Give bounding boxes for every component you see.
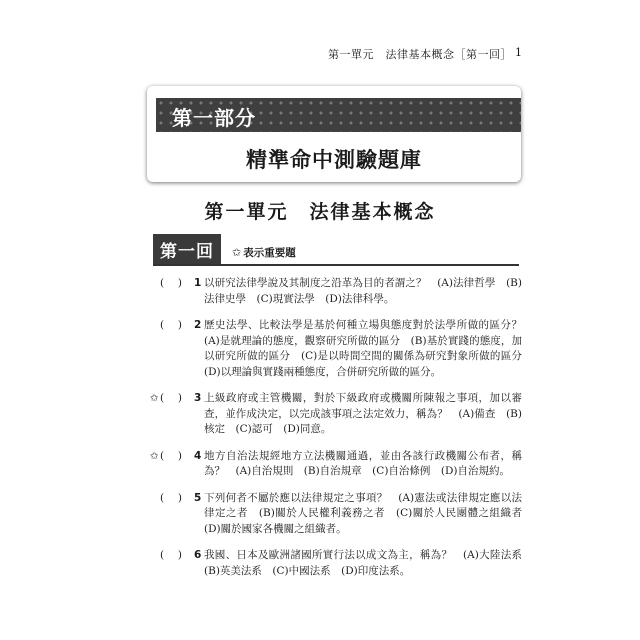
question-number: 6 — [194, 549, 202, 561]
question-number: 2 — [194, 319, 202, 331]
question-text: 上級政府或主管機關，對於下級政府或機關所陳報之事項，加以審查，並作成決定，以完成該事項之法定效力，稱為？ (A)備查 (B)核定 (C)認可 (D)同意。 — [204, 392, 522, 435]
unit-title: 第一單元 法律基本概念 — [204, 201, 436, 223]
question-number: 3 — [194, 392, 202, 404]
answer-blank: ( ) — [160, 392, 183, 404]
question-item — [150, 391, 522, 438]
star-icon: ✩ — [232, 246, 242, 259]
answer-blank: ( ) — [160, 549, 183, 561]
part-label: 第一部分 — [172, 106, 256, 130]
round-label: 第一回 — [153, 234, 221, 264]
answer-blank: ( ) — [160, 277, 183, 289]
running-header: 第一單元 法律基本概念［第一回］ — [328, 48, 512, 61]
question-list — [150, 276, 533, 590]
important-star-icon: ✩ — [150, 450, 159, 462]
question-number: 1 — [194, 277, 202, 289]
question-item — [150, 548, 533, 579]
round-divider — [153, 264, 519, 266]
page-number: 1 — [515, 46, 522, 59]
question-item — [150, 491, 533, 538]
question-text: 我國、日本及歐洲諸國所實行法以成文為主，稱為？ (A)大陸法系 (B)英美法系 (C)中國法系 (D)印度法系。 — [204, 549, 533, 577]
answer-blank: ( ) — [160, 491, 183, 504]
answer-blank: ( ) — [160, 319, 183, 331]
question-text: 歷史法學、比較法學是基於何種立場與態度對於法學所做的區分？ (A)是就理論的態度，觀察研究所做的區分 (B)基於實踐的態度，加以研究所做的區分 (C)是以時間空間的關係為研究對象所做的區分 (D)以理論與實踐兩種態度，合併研究所做的區分。 — [204, 319, 533, 378]
important-star-icon: ✩ — [150, 393, 159, 404]
answer-blank: ( ) — [160, 449, 183, 462]
part-banner — [156, 98, 521, 132]
part-title-box — [147, 86, 521, 182]
part-subtitle: 精準命中測驗題庫 — [246, 148, 422, 172]
legend — [232, 245, 296, 260]
question-number: 4 — [194, 449, 202, 462]
question-text: 地方自治法規經地方立法機關通過，並由各該行政機關公布者，稱為？ (A)自治規則 (B)自治規章 (C)自治條例 (D)自治規約。 — [204, 449, 522, 477]
question-item — [150, 449, 522, 480]
question-item — [150, 318, 533, 380]
question-item — [150, 276, 522, 307]
question-text: 下列何者不屬於應以法律規定之事項？ (A)憲法或法律規定應以法律定之者 (B)關於人民權利義務之者 (C)關於人民團體之組織者 (D)關於國家各機關之組織者。 — [204, 491, 533, 535]
legend-text: 表示重要題 — [243, 247, 296, 259]
question-text: 以研究法律學說及其制度之沿革為目的者謂之？ (A)法律哲學 (B)法律史學 (C)現實法學 (D)法律科學。 — [204, 277, 522, 305]
question-number: 5 — [194, 491, 202, 504]
